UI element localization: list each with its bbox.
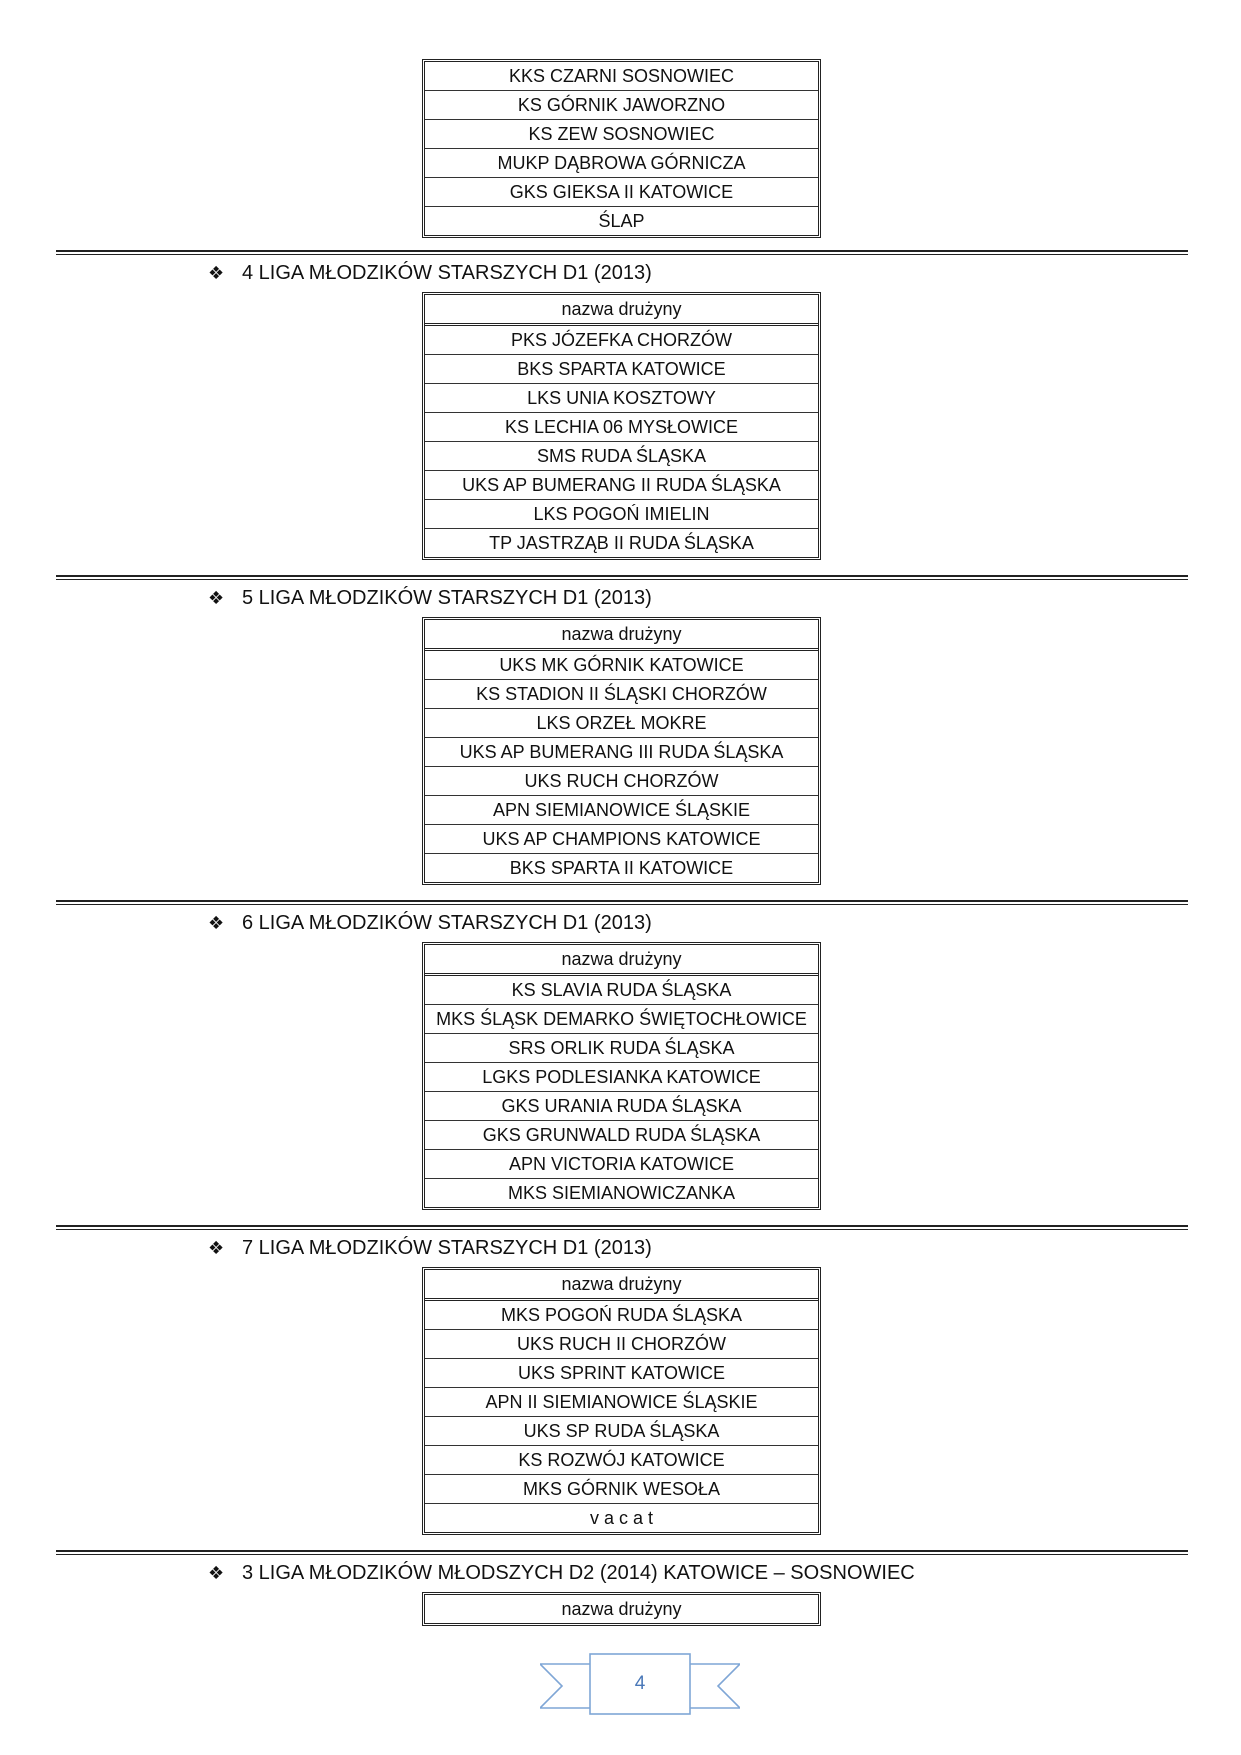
table-row: UKS AP BUMERANG II RUDA ŚLĄSKA [425, 470, 818, 499]
table-row: UKS SPRINT KATOWICE [425, 1358, 818, 1387]
section-heading-liga-7 [208, 1234, 652, 1262]
team-table-liga-4 [422, 292, 821, 560]
team-table-liga-5 [422, 617, 821, 885]
table-row: KS STADION II ŚLĄSKI CHORZÓW [425, 679, 818, 708]
section-divider [56, 1225, 1188, 1230]
table-row: BKS SPARTA KATOWICE [425, 354, 818, 383]
table-row: SRS ORLIK RUDA ŚLĄSKA [425, 1033, 818, 1062]
table-row: LGKS PODLESIANKA KATOWICE [425, 1062, 818, 1091]
table-row: LKS UNIA KOSZTOWY [425, 383, 818, 412]
section-heading-liga-3-d2 [208, 1559, 915, 1587]
section-title: 4 LIGA MŁODZIKÓW STARSZYCH D1 (2013) [242, 262, 652, 284]
table-row: UKS RUCH II CHORZÓW [425, 1329, 818, 1358]
table-row: APN SIEMIANOWICE ŚLĄSKIE [425, 795, 818, 824]
diamond-bullet-icon: ❖ [208, 588, 225, 608]
table-row: UKS RUCH CHORZÓW [425, 766, 818, 795]
table-row: SMS RUDA ŚLĄSKA [425, 441, 818, 470]
table-header: nazwa drużyny [425, 295, 818, 326]
section-divider [56, 575, 1188, 580]
table-row: UKS MK GÓRNIK KATOWICE [499, 655, 744, 675]
page-number-ribbon [540, 1648, 740, 1720]
table-row: APN VICTORIA KATOWICE [425, 1149, 818, 1178]
table-row: KS ZEW SOSNOWIEC [425, 119, 818, 148]
table-row: APN II SIEMIANOWICE ŚLĄSKIE [425, 1387, 818, 1416]
team-table-liga-6 [422, 942, 821, 1210]
section-heading-liga-4 [208, 259, 652, 287]
top-team-table [422, 59, 821, 238]
page-number: 4 [634, 1673, 646, 1694]
table-row: TP JASTRZĄB II RUDA ŚLĄSKA [425, 528, 818, 557]
table-row: UKS SP RUDA ŚLĄSKA [425, 1416, 818, 1445]
section-divider [56, 1550, 1188, 1555]
table-row: KKS CZARNI SOSNOWIEC [508, 66, 735, 86]
table-row: MKS GÓRNIK WESOŁA [425, 1474, 818, 1503]
section-title: 3 LIGA MŁODZIKÓW MŁODSZYCH D2 (2014) KATOWICE – SOSNOWIEC [242, 1562, 915, 1584]
table-row: MKS ŚLĄSK DEMARKO ŚWIĘTOCHŁOWICE [425, 1004, 818, 1033]
section-heading-liga-6 [208, 909, 652, 937]
section-divider [56, 250, 1188, 255]
table-row: v a c a t [425, 1503, 818, 1532]
section-divider [56, 900, 1188, 905]
diamond-bullet-icon: ❖ [208, 1238, 225, 1258]
section-title: 6 LIGA MŁODZIKÓW STARSZYCH D1 (2013) [242, 912, 652, 934]
section-title: 5 LIGA MŁODZIKÓW STARSZYCH D1 (2013) [242, 587, 652, 609]
diamond-bullet-icon: ❖ [208, 913, 225, 933]
table-row: LKS ORZEŁ MOKRE [425, 708, 818, 737]
table-row: GKS URANIA RUDA ŚLĄSKA [425, 1091, 818, 1120]
table-row: KS LECHIA 06 MYSŁOWICE [425, 412, 818, 441]
table-row: GKS GRUNWALD RUDA ŚLĄSKA [425, 1120, 818, 1149]
table-header: nazwa drużyny [425, 1270, 818, 1301]
table-header: nazwa drużyny [561, 1599, 682, 1619]
table-row: MKS SIEMIANOWICZANKA [425, 1178, 818, 1207]
table-row: ŚLAP [425, 206, 818, 235]
table-header: nazwa drużyny [425, 620, 818, 651]
team-table-liga-7 [422, 1267, 821, 1535]
table-row: KS ROZWÓJ KATOWICE [425, 1445, 818, 1474]
table-row: BKS SPARTA II KATOWICE [425, 853, 818, 882]
table-row: PKS JÓZEFKA CHORZÓW [510, 330, 733, 350]
table-row: GKS GIEKSA II KATOWICE [425, 177, 818, 206]
table-row: MKS POGOŃ RUDA ŚLĄSKA [500, 1305, 743, 1325]
table-header: nazwa drużyny [425, 945, 818, 976]
table-row: KS GÓRNIK JAWORZNO [425, 90, 818, 119]
table-row: LKS POGOŃ IMIELIN [425, 499, 818, 528]
team-table-liga-3-d2 [422, 1592, 821, 1626]
table-row: MUKP DĄBROWA GÓRNICZA [425, 148, 818, 177]
table-row: UKS AP CHAMPIONS KATOWICE [425, 824, 818, 853]
diamond-bullet-icon: ❖ [208, 1563, 225, 1583]
diamond-bullet-icon: ❖ [208, 263, 225, 283]
table-row: KS SLAVIA RUDA ŚLĄSKA [511, 980, 732, 1000]
table-row: UKS AP BUMERANG III RUDA ŚLĄSKA [425, 737, 818, 766]
section-title: 7 LIGA MŁODZIKÓW STARSZYCH D1 (2013) [242, 1237, 652, 1259]
section-heading-liga-5 [208, 584, 652, 612]
